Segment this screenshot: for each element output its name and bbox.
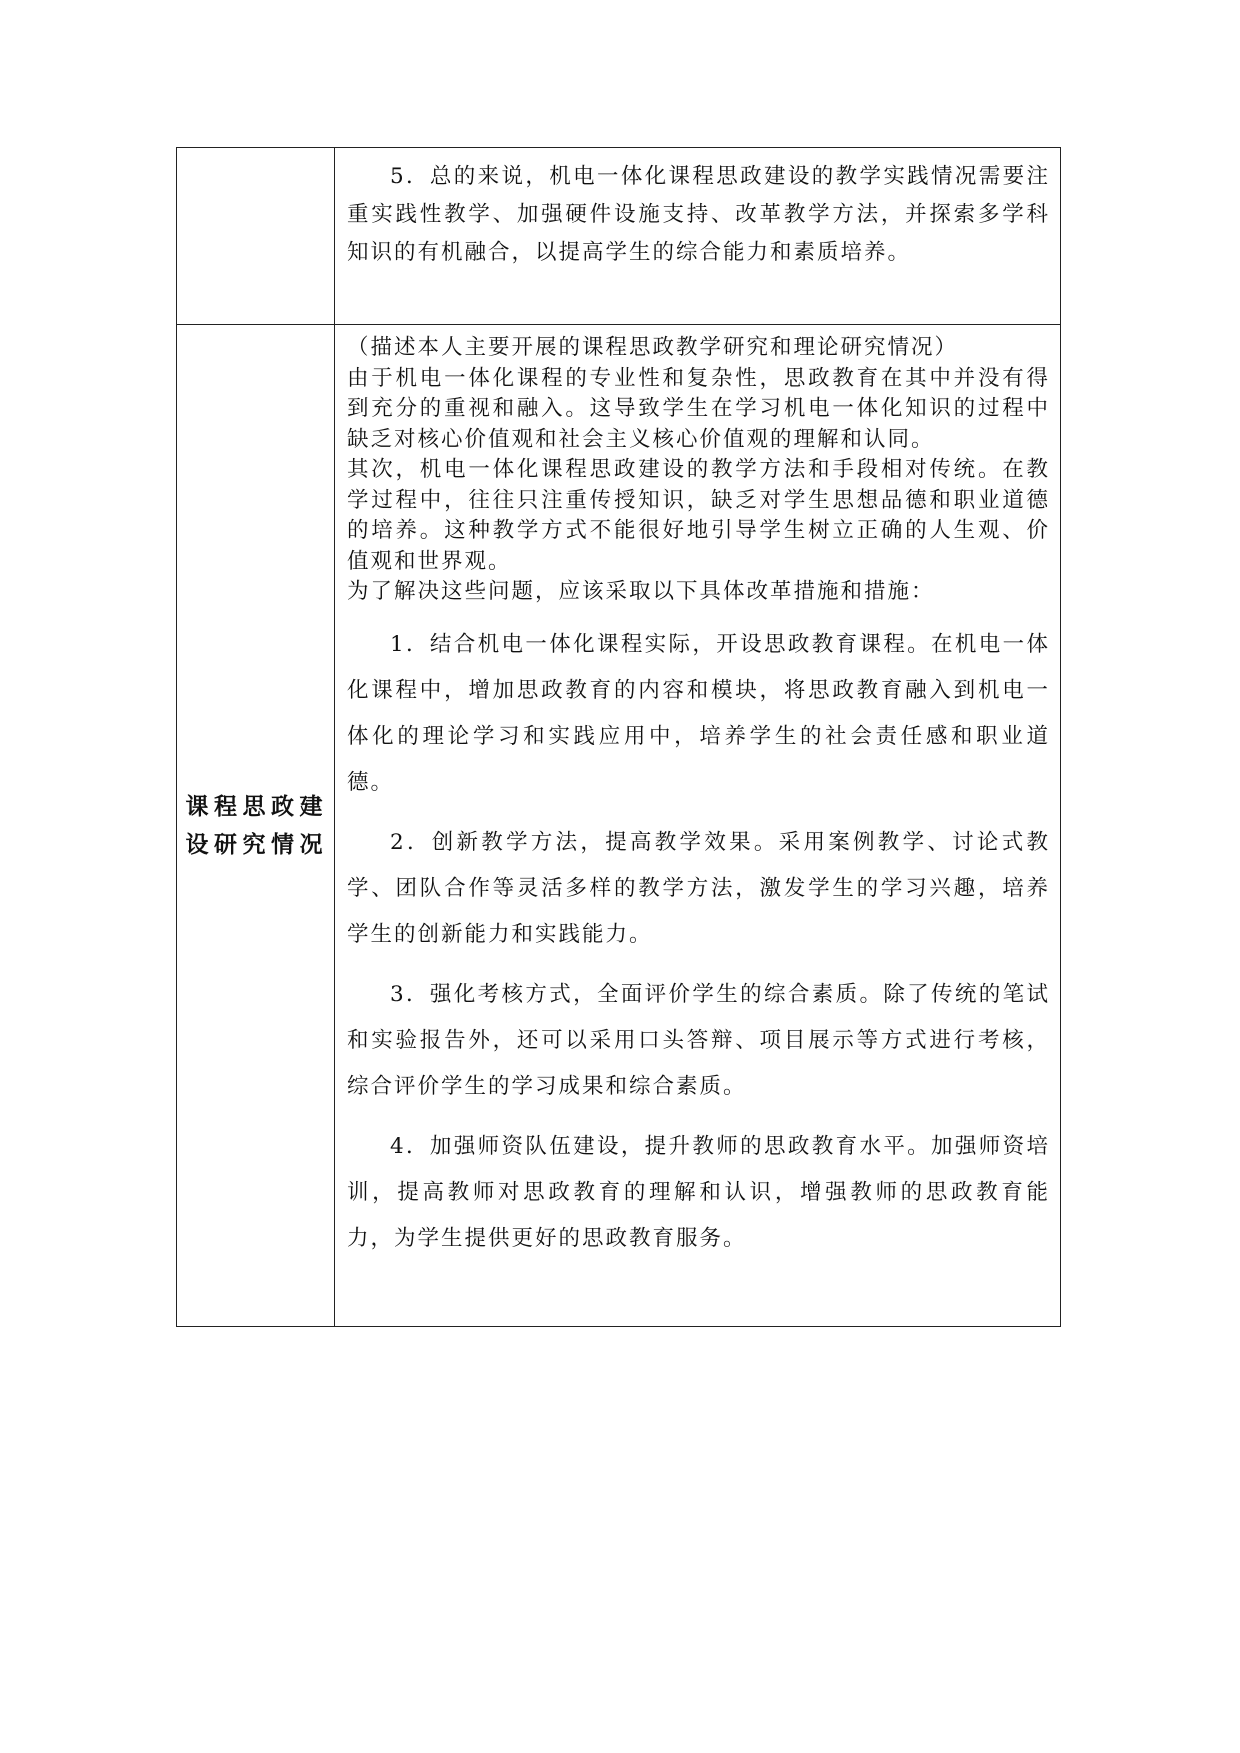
- summary-paragraph: 5．总的来说，机电一体化课程思政建设的教学实践情况需要注重实践性教学、加强硬件设施支持、改革教学方法，并探索多学科知识的有机融合，以提高学生的综合能力和素质培养。: [347, 164, 1050, 265]
- row-content-cell: [335, 325, 1060, 1326]
- row-label: 课程思政建设研究情况: [185, 793, 326, 858]
- intro-paragraph: 其次，机电一体化课程思政建设的教学方法和手段相对传统。在教学过程中，往往只注重传授知识，缺乏对学生思想品德和职业道德的培养。这种教学方式不能很好地引导学生树立正确的人生观、价值观和世界观。: [347, 457, 1050, 574]
- measure-item: 4．加强师资队伍建设，提升教师的思政教育水平。加强师资培训，提高教师对思政教育的理解和认识，增强教师的思政教育能力，为学生提供更好的思政教育服务。: [347, 1133, 1050, 1251]
- measure-item: 3．强化考核方式，全面评价学生的综合素质。除了传统的笔试和实验报告外，还可以采用口头答辩、项目展示等方式进行考核，综合评价学生的学习成果和综合素质。: [347, 981, 1050, 1099]
- intro-paragraph: 由于机电一体化课程的专业性和复杂性，思政教育在其中并没有得到充分的重视和融入。这导致学生在学习机电一体化知识的过程中缺乏对核心价值观和社会主义核心价值观的理解和认同。: [347, 365, 1050, 452]
- measure-item: 1．结合机电一体化课程实际，开设思政教育课程。在机电一体化课程中，增加思政教育的内容和模块，将思政教育融入到机电一体化的理论学习和实践应用中，培养学生的社会责任感和职业道德。: [347, 631, 1050, 795]
- measure-item: 2．创新教学方法，提高教学效果。采用案例教学、讨论式教学、团队合作等灵活多样的教学方法，激发学生的学习兴趣，培养学生的创新能力和实践能力。: [347, 829, 1050, 947]
- form-table: [176, 147, 1061, 1327]
- intro-paragraph: 为了解决这些问题，应该采取以下具体改革措施和措施：: [347, 579, 935, 604]
- table-row-practice-summary: [177, 148, 1060, 324]
- row-content-cell: [335, 148, 1060, 324]
- table-row-research-status: [177, 324, 1060, 1326]
- row-label-cell: [177, 325, 335, 1326]
- intro-note: （描述本人主要开展的课程思政教学研究和理论研究情况）: [347, 335, 959, 360]
- row-label-cell: [177, 148, 335, 324]
